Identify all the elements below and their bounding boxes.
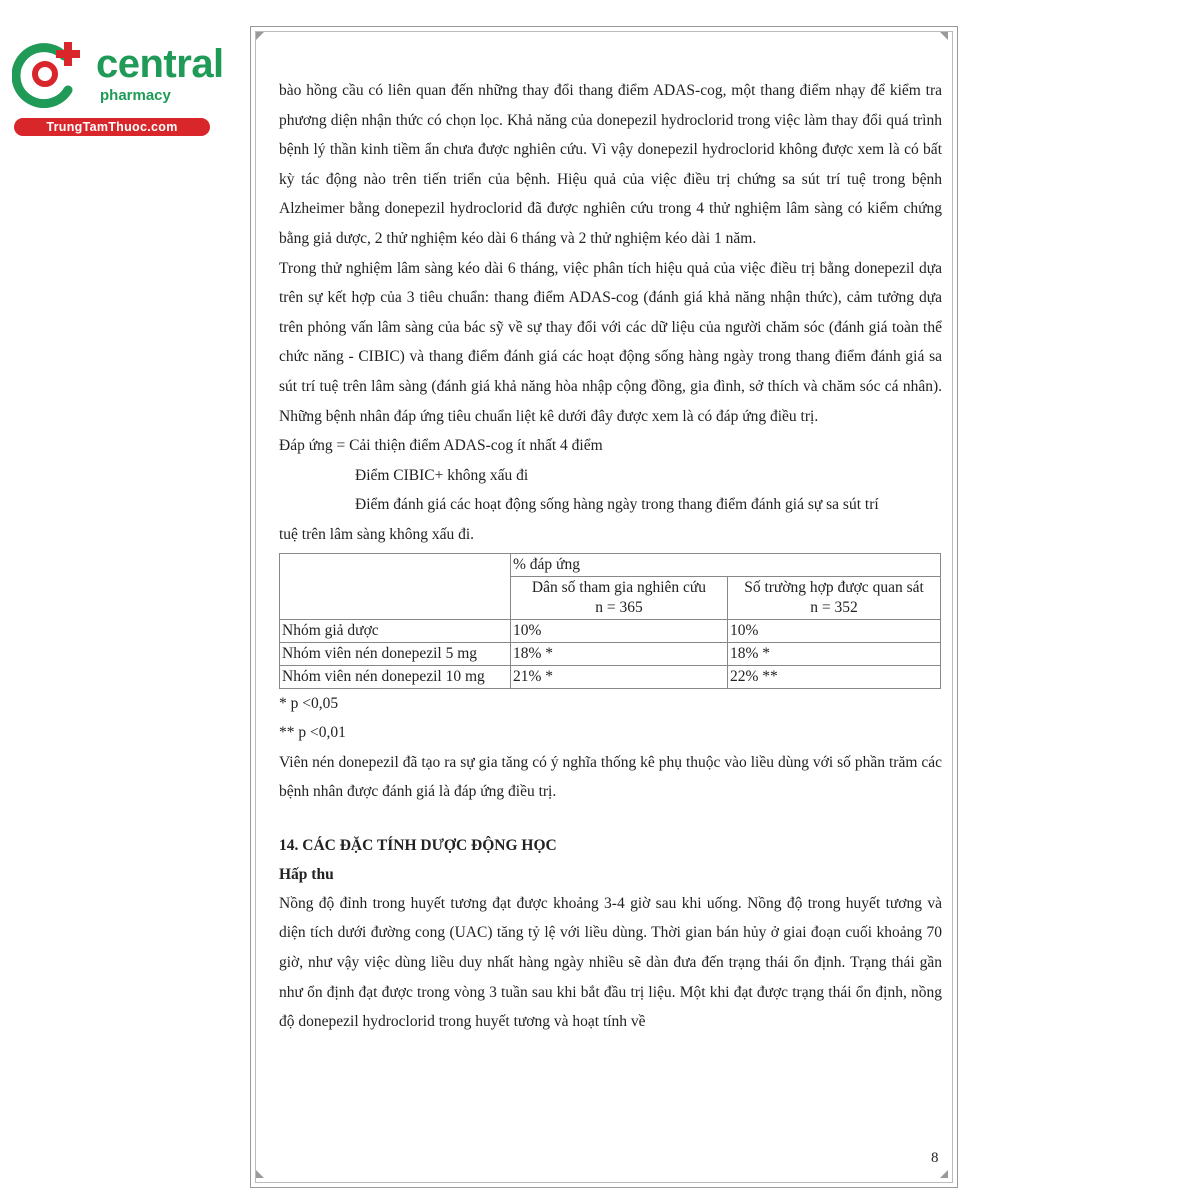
table-col-header-observed bbox=[728, 576, 941, 619]
table-group-header: % đáp ứng bbox=[511, 553, 941, 576]
cell-observed: 10% bbox=[728, 619, 941, 642]
table-row bbox=[280, 619, 941, 642]
paragraph-efficacy-intro: bào hồng cầu có liên quan đến những thay đổi thang điểm ADAS-cog, một thang điểm nhạy để kiểm tra phương diện nhận thức có chọn lọc. Khả năng của donepezil hydroclorid trong việc làm thay đổi quá trình bệnh lý thần kinh tiềm ẩn chưa được nghiên cứu. Vì vậy donepezil hydroclorid không được xem là có bất kỳ tác động nào trên tiến triển của bệnh. Hiệu quả của việc điều trị chứng sa sút trí tuệ trong bệnh Alzheimer bằng donepezil hydroclorid đã được nghiên cứu trong 4 thử nghiệm lâm sàng có kiểm chứng bằng giả dược, 2 thử nghiệm kéo dài 6 tháng và 2 thử nghiệm kéo dài 1 năm. bbox=[279, 82, 942, 247]
page-number: 8 bbox=[931, 1150, 939, 1166]
col-header-n: n = 352 bbox=[810, 598, 858, 616]
col-header-title: Số trường hợp được quan sát bbox=[744, 578, 924, 596]
row-label: Nhóm viên nén donepezil 10 mg bbox=[280, 665, 511, 688]
response-criterion-3-cont: tuệ trên lâm sàng không xấu đi. bbox=[279, 525, 474, 543]
paragraph-conclusion: Viên nén donepezil đã tạo ra sự gia tăng có ý nghĩa thống kê phụ thuộc vào liều dùng với số phần trăm các bệnh nhân được đánh giá là đáp ứng điều trị. bbox=[279, 753, 942, 801]
brand-logo bbox=[10, 36, 224, 136]
col-header-title: Dân số tham gia nghiên cứu bbox=[531, 578, 707, 596]
paragraph-absorption: Nồng độ đỉnh trong huyết tương đạt được khoảng 3-4 giờ sau khi uống. Nồng độ trong huyết tương và diện tích dưới đường cong (UAC) tăng tỷ lệ với liều dùng. Thời gian bán hủy ở giai đoạn cuối khoảng 70 giờ, như vậy việc dùng liều duy nhất hàng ngày nhiều sẽ dàn đưa đến trạng thái ổn định. Trạng thái gần như ổn định đạt được trong vòng 3 tuần sau khi bắt đầu trị liệu. Một khi đạt được trạng thái ổn định, nồng độ donepezil hydroclorid trong huyết tương và hoạt tính về bbox=[279, 894, 942, 1031]
table-row bbox=[280, 642, 941, 665]
row-label: Nhóm viên nén donepezil 5 mg bbox=[280, 642, 511, 665]
paragraph-six-month-trial: Trong thử nghiệm lâm sàng kéo dài 6 tháng, việc phân tích hiệu quả của việc điều trị bằng donepezil dựa trên sự kết hợp của 3 tiêu chuẩn: thang điểm ADAS-cog (đánh giá khả năng nhận thức), cảm tưởng dựa trên phỏng vấn lâm sàng của bác sỹ về sự thay đổi với các dữ liệu của người chăm sóc (đánh giá toàn thể chức năng - CIBIC) và thang điểm đánh giá các hoạt động sống hàng ngày trong thang điểm đánh giá sa sút trí tuệ trên lâm sàng (đánh giá khả năng hòa nhập cộng đồng, gia đình, sở thích và chăm sóc cá nhân). Những bệnh nhân đáp ứng tiêu chuẩn liệt kê dưới đây được xem là có đáp ứng điều trị. bbox=[279, 259, 942, 425]
table-col-header-population bbox=[511, 576, 728, 619]
table-corner-cell bbox=[280, 553, 511, 619]
central-pharmacy-logo-icon bbox=[12, 40, 90, 108]
logo-site-banner: TrungTamThuoc.com bbox=[14, 118, 210, 136]
table-row bbox=[280, 665, 941, 688]
response-criterion-2: Điểm CIBIC+ không xấu đi bbox=[355, 466, 529, 484]
cell-observed: 18% * bbox=[728, 642, 941, 665]
row-label: Nhóm giả dược bbox=[280, 619, 511, 642]
footnote-p001: ** p <0,01 bbox=[279, 724, 346, 742]
cell-population: 21% * bbox=[511, 665, 728, 688]
corner-ornament bbox=[940, 32, 948, 40]
cell-observed: 22% ** bbox=[728, 665, 941, 688]
section-subheading: Hấp thu bbox=[279, 865, 334, 883]
corner-ornament bbox=[256, 32, 264, 40]
corner-ornament bbox=[940, 1170, 948, 1178]
cell-population: 18% * bbox=[511, 642, 728, 665]
response-table bbox=[279, 553, 941, 689]
logo-sub-text: pharmacy bbox=[100, 87, 171, 104]
logo-brand-text: central bbox=[96, 42, 224, 86]
response-criterion-1: Đáp ứng = Cải thiện điểm ADAS-cog ít nhất 4 điểm bbox=[279, 437, 603, 455]
corner-ornament bbox=[256, 1170, 264, 1178]
document-content bbox=[279, 76, 942, 1037]
section-heading: 14. CÁC ĐẶC TÍNH DƯỢC ĐỘNG HỌC bbox=[279, 836, 557, 854]
col-header-n: n = 365 bbox=[595, 598, 643, 616]
response-criterion-3: Điểm đánh giá các hoạt động sống hàng ngày trong thang điểm đánh giá sự sa sút trí bbox=[355, 496, 879, 514]
table-header-row bbox=[280, 553, 941, 576]
cell-population: 10% bbox=[511, 619, 728, 642]
footnote-p005: * p <0,05 bbox=[279, 694, 339, 712]
